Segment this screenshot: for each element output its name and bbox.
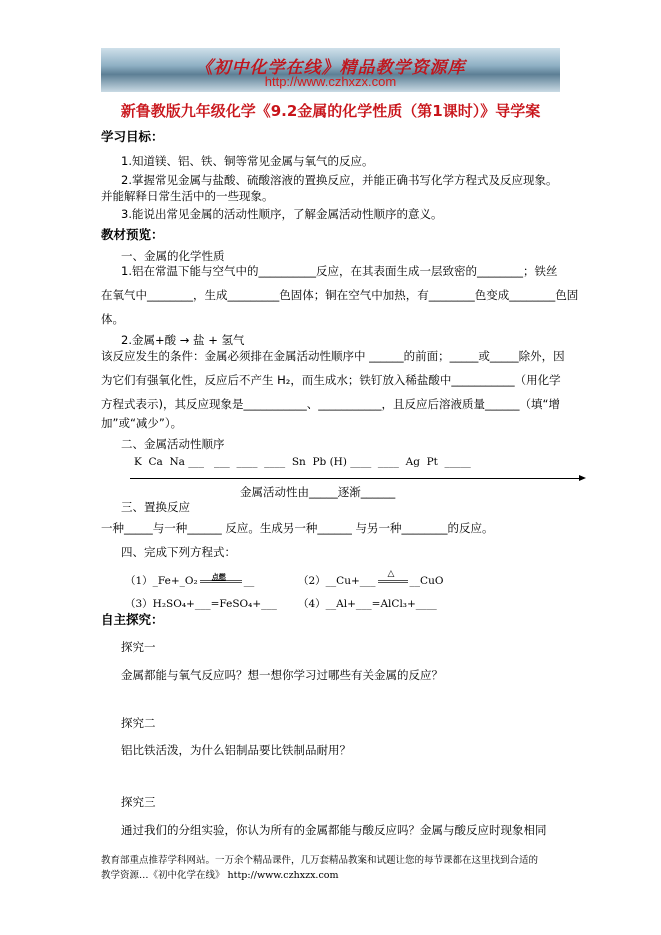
- section-4-title: 四、完成下列方程式：: [121, 545, 236, 559]
- activity-trend: 金属活动性由_____逐渐______: [240, 485, 396, 499]
- heat-icon: △: [387, 568, 395, 579]
- equation-4: （4）__Al+___=AlCl₃+____: [298, 598, 437, 610]
- footer-link[interactable]: http://www.czhxzx.com: [227, 870, 339, 881]
- banner-logo: [101, 48, 560, 92]
- banner-url: http://www.czhxzx.com: [264, 74, 397, 89]
- goals-heading: 学习目标：: [101, 129, 164, 144]
- equation-3: （3）H₂SO₄+___=FeSO₄+___: [125, 598, 277, 610]
- equation-2: [298, 568, 444, 588]
- explore-label: 探究一: [121, 640, 156, 654]
- text-line: 加”或“减少”）。: [101, 416, 183, 430]
- condition-label: 点燃: [211, 571, 226, 581]
- text-line: 为它们有强氧化性，反应后不产生 H₂，而生成水；铁钉放入稀盐酸中___________（用化学: [101, 373, 561, 387]
- activity-series: K Ca Na ___ ___ ____ ____ Sn Pb (H) ____ ____ Ag Pt _____: [134, 456, 471, 468]
- equation-1-right: __: [243, 575, 255, 587]
- banner-title: 《初中化学在线》精品教学资源库: [195, 58, 466, 78]
- arrow-line: [130, 478, 580, 479]
- equation-2-left: （2）__Cu+___: [298, 575, 376, 587]
- text-line: 方程式表示)，其反应现象是___________、___________，且反应后溶液质量______（填“增: [101, 397, 560, 411]
- goal-item: 3.能说出常见金属的活动性顺序，了解金属活动性顺序的意义。: [121, 207, 443, 221]
- text-line: 体。: [101, 312, 124, 326]
- explore-question: 金属都能与氧气反应吗？想一想你学习过哪些有关金属的反应？: [121, 668, 443, 682]
- goal-item: 并能解释日常生活中的一些现象。: [101, 189, 274, 203]
- equation-1-left: （1）_Fe+_O₂: [125, 575, 198, 587]
- explore-heading: 自主探究：: [101, 612, 164, 627]
- text-line: 一种_____与一种______ 反应。生成另一种______ 与另一种________的反应。: [101, 521, 494, 535]
- equation-2-right: __CuO: [409, 575, 444, 587]
- footer-line: [101, 869, 339, 883]
- explore-question: 通过我们的分组实验，你认为所有的金属都能与酸反应吗？金属与酸反应时现象相同: [121, 823, 547, 837]
- preview-heading: 教材预览：: [101, 227, 164, 242]
- goal-item: 1.知道镁、铝、铁、铜等常见金属与氧气的反应。: [121, 154, 374, 168]
- reaction-sign: [200, 571, 242, 583]
- section-2-title: 二、金属活动性顺序: [121, 437, 225, 451]
- text-line: 在氧气中________，生成_________色固体；铜在空气中加热，有________色变成________色固: [101, 288, 579, 302]
- goal-item: 2.掌握常见金属与盐酸、硫酸溶液的置换反应，并能正确书写化学方程式及反应现象。: [121, 173, 558, 187]
- text-line: 2.金属+酸 → 盐 + 氢气: [121, 333, 245, 347]
- explore-question: 铝比铁活泼，为什么铝制品要比铁制品耐用？: [121, 743, 351, 757]
- section-3-title: 三、置换反应: [121, 500, 190, 514]
- text-line: 该反应发生的条件：金属必须排在金属活动性顺序中 ______的前面；_____或_____除外，因: [101, 349, 565, 363]
- explore-label: 探究三: [121, 795, 156, 809]
- footer-text: 教学资源…《初中化学在线》: [101, 870, 225, 881]
- explore-label: 探究二: [121, 716, 156, 730]
- equation-1: [125, 571, 255, 588]
- section-1-title: 一、金属的化学性质: [121, 249, 225, 263]
- footer-line: 教育部重点推荐学科网站。一万余个精品课件，几万套精品教案和试题让您的每节课都在这里找到合适的: [101, 855, 539, 866]
- reaction-sign: [378, 568, 408, 583]
- text-line: 1.铝在常温下能与空气中的__________反应，在其表面生成一层致密的________；铁丝: [121, 264, 558, 278]
- page-title: 新鲁教版九年级化学《9.2金属的化学性质（第1课时）》导学案: [120, 102, 541, 120]
